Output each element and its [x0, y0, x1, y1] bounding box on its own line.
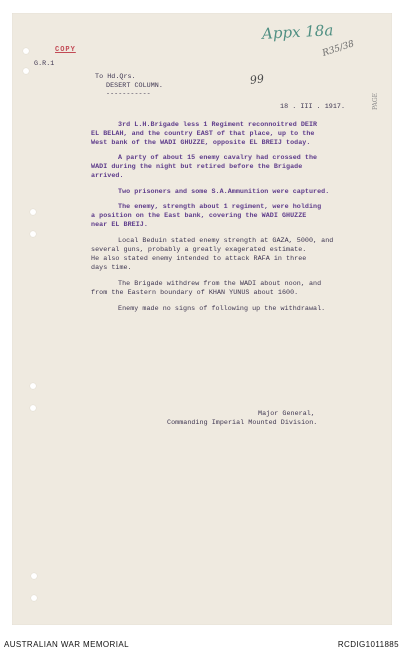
- footer-id: RCDIG1011885: [337, 640, 399, 649]
- punch-hole: [30, 405, 36, 411]
- punch-hole: [30, 231, 36, 237]
- body-line: A party of about 15 enemy cavalry had crossed the: [118, 154, 318, 162]
- body-line: several guns, probably a greatly exagerated estimate.: [91, 246, 307, 254]
- body-line: 3rd L.H.Brigade less 1 Regiment reconnoitred DEIR: [118, 121, 318, 129]
- folio-annotation: R35/38: [321, 39, 356, 59]
- body-line: EL BELAH, and the country EAST of that place, up to the: [91, 130, 315, 138]
- document-reference: G.R.1: [34, 60, 55, 68]
- addressee: DESERT COLUMN.: [106, 82, 163, 90]
- date: 18 . III . 1917.: [280, 103, 346, 111]
- punch-hole: [23, 48, 29, 54]
- signature-unit: Commanding Imperial Mounted Division.: [167, 419, 318, 427]
- addressee-underline: -----------: [106, 90, 151, 98]
- punch-hole: [30, 383, 36, 389]
- body-line: near EL BREIJ.: [91, 221, 148, 229]
- punch-hole: [31, 573, 37, 579]
- body-line: arrived.: [91, 172, 124, 180]
- body-line: The Brigade withdrew from the WADI about noon, and: [118, 280, 322, 288]
- copy-label: COPY: [55, 46, 76, 54]
- body-line: from the Eastern boundary of KHAN YUNUS about 1600.: [91, 289, 299, 297]
- to-line: To Hd.Qrs.: [95, 73, 136, 81]
- punch-hole: [30, 209, 36, 215]
- punch-hole: [31, 595, 37, 601]
- page-number-annotation: 99: [249, 72, 265, 87]
- body-line: Two prisoners and some S.A.Ammunition were captured.: [118, 188, 330, 196]
- body-line: The enemy, strength about 1 regiment, were holding: [118, 203, 322, 211]
- signature-title: Major General,: [258, 410, 315, 418]
- body-line: Local Beduin stated enemy strength at GAZA, 5000, and: [118, 237, 334, 245]
- appendix-annotation: Appx 18a: [261, 21, 334, 43]
- footer-institution: AUSTRALIAN WAR MEMORIAL: [4, 640, 129, 649]
- side-stamp: PAGE: [372, 93, 379, 110]
- body-line: He also stated enemy intended to attack RAFA in three: [91, 255, 307, 263]
- body-line: a position on the East bank, covering the WADI GHUZZE: [91, 212, 307, 220]
- body-line: Enemy made no signs of following up the withdrawal.: [118, 305, 326, 313]
- punch-hole: [23, 68, 29, 74]
- document-page: [12, 13, 392, 625]
- body-line: West bank of the WADI GHUZZE, opposite EL BREIJ today.: [91, 139, 311, 147]
- body-line: WADI during the night but retired before the Brigade: [91, 163, 303, 171]
- body-line: days time.: [91, 264, 132, 272]
